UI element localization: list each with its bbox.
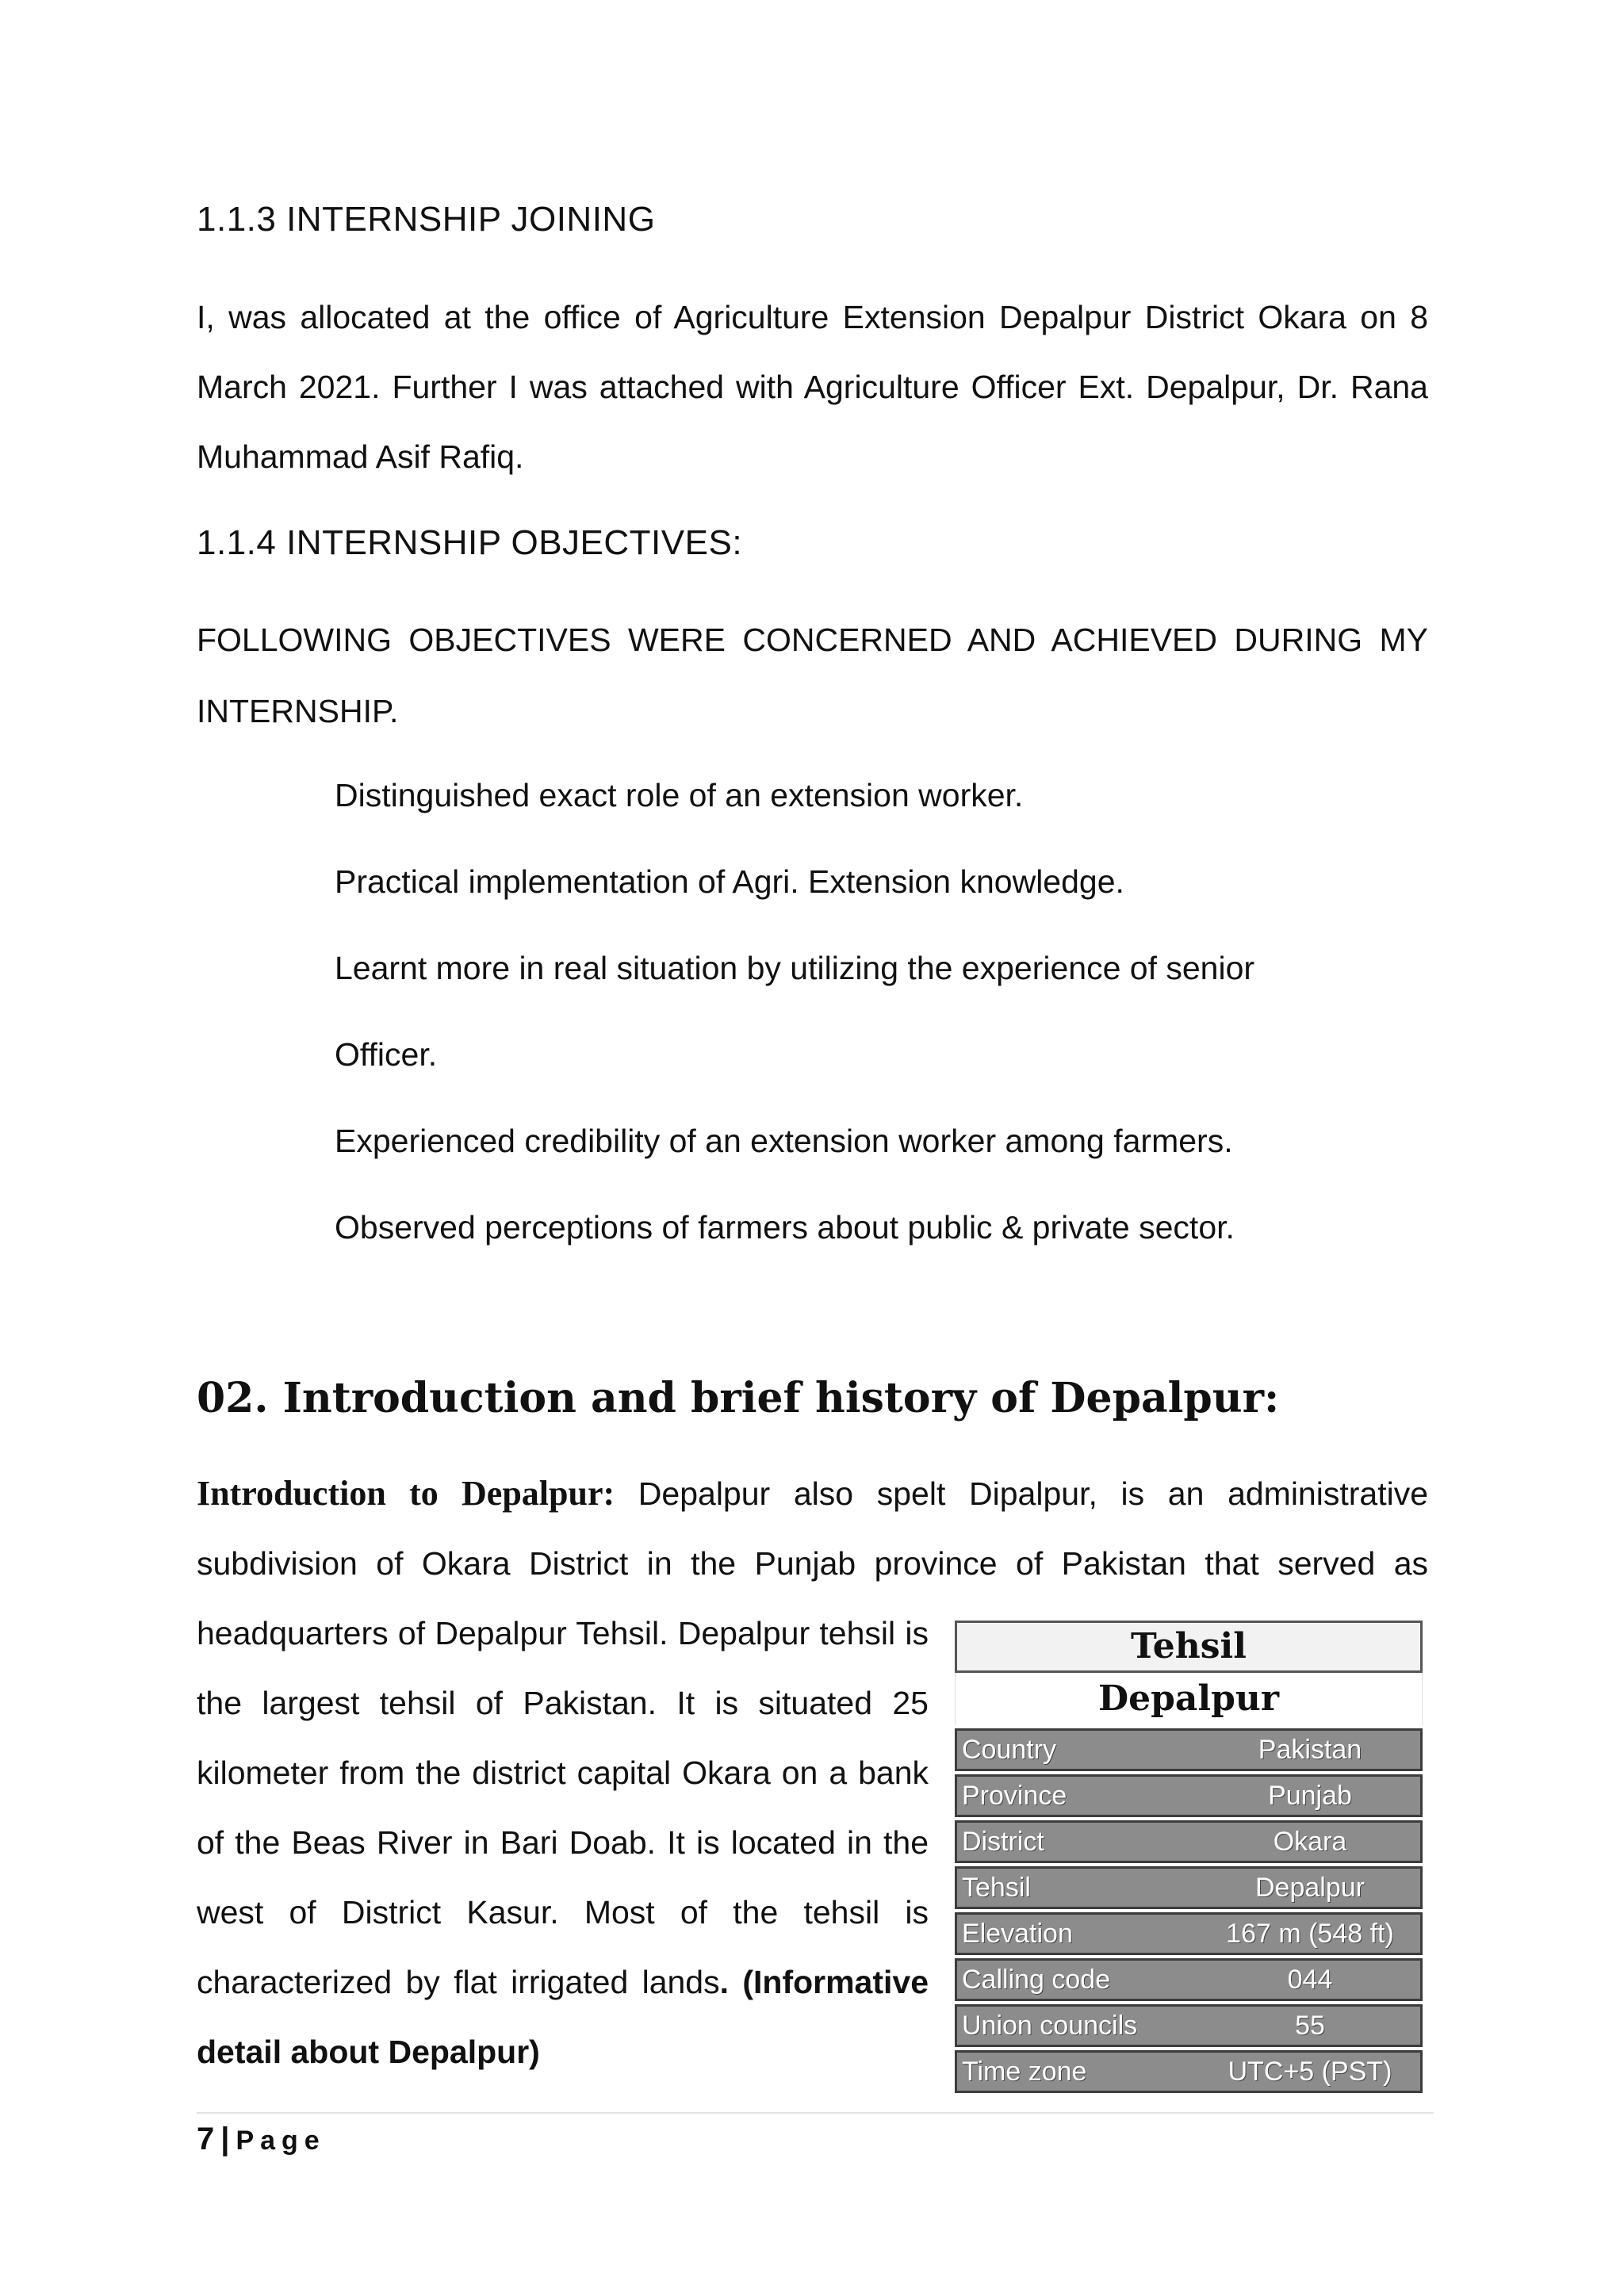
chapter-heading-depalpur: 02. Introduction and brief history of Depalpur: — [197, 1374, 1280, 1422]
list-item: Experienced credibility of an extension worker among farmers. — [335, 1123, 1233, 1159]
objectives-list — [335, 767, 1254, 1286]
depalpur-intro-column — [197, 1598, 929, 2087]
infobox-key: Province — [962, 1780, 1067, 1811]
infobox-row-elevation — [955, 1912, 1423, 1955]
infobox-value: UTC+5 (PST) — [1228, 2056, 1392, 2087]
list-item: Learnt more in real situation by utilizing the experience of senior — [335, 950, 1255, 986]
intro-text-end: . — [719, 1964, 730, 2000]
infobox-row-tehsil — [955, 1866, 1423, 1909]
page-number: 7 — [197, 2122, 215, 2156]
footer-divider — [197, 2112, 1434, 2114]
infobox-row-calling-code — [955, 1958, 1423, 2001]
infobox-row-time-zone — [955, 2050, 1423, 2093]
infobox-value: Okara — [1273, 1826, 1347, 1857]
internship-joining-paragraph: I, was allocated at the office of Agriculture Extension Depalpur District Okara on 8 March 2021. Further I was attached with Agriculture Officer Ext. Depalpur, Dr. Rana Muhammad Asif Rafiq. — [197, 299, 1428, 475]
intro-text-top: Depalpur also spelt Dipalpur, is an administrative subdivision of Okara District in the Punjab province of Pakistan that served as — [197, 1475, 1428, 1582]
infobox-key: Time zone — [962, 2056, 1087, 2087]
page-label: Page — [236, 2126, 326, 2156]
tehsil-infobox — [955, 1621, 1423, 2093]
section-heading-internship-objectives: 1.1.4 INTERNSHIP OBJECTIVES: — [197, 523, 743, 562]
list-item: Officer. — [335, 1036, 438, 1073]
infobox-row-province — [955, 1774, 1423, 1817]
infobox-row-union-councils — [955, 2004, 1423, 2047]
section-heading-internship-joining: 1.1.3 INTERNSHIP JOINING — [197, 200, 656, 239]
infobox-value: 044 — [1287, 1964, 1333, 1995]
infobox-key: Country — [962, 1734, 1057, 1765]
list-item: Distinguished exact role of an extension worker. — [335, 777, 1024, 813]
infobox-key: Elevation — [962, 1918, 1073, 1949]
infobox-value: 167 m (548 ft) — [1226, 1918, 1394, 1949]
infobox-value: Depalpur — [1255, 1872, 1365, 1903]
infobox-title: Tehsil — [955, 1621, 1423, 1673]
intro-text-column: headquarters of Depalpur Tehsil. Depalpur tehsil is the largest tehsil of Pakistan. It is situated 25 kilometer from the district capital Okara on a bank of the Beas River in Bari Doab. It is located in the west of District Kasur. Most of the tehsil is characterized by flat irrigated lands — [197, 1615, 929, 2000]
infobox-row-country — [955, 1728, 1423, 1771]
infobox-key: Union councils — [962, 2010, 1138, 2041]
infobox-value: Punjab — [1268, 1780, 1352, 1811]
list-item: Observed perceptions of farmers about public & private sector. — [335, 1209, 1235, 1246]
informative-note: (Informative detail about Depalpur) — [197, 1964, 929, 2070]
footer-separator: | — [220, 2122, 230, 2156]
infobox-key: Tehsil — [962, 1872, 1031, 1903]
infobox-value: Pakistan — [1258, 1734, 1362, 1765]
intro-lead-label: Introduction to Depalpur: — [197, 1474, 615, 1513]
page-footer — [197, 2122, 326, 2157]
list-item: Practical implementation of Agri. Extension knowledge. — [335, 863, 1124, 900]
infobox-name: Depalpur — [955, 1673, 1423, 1725]
infobox-row-district — [955, 1820, 1423, 1863]
objectives-intro: FOLLOWING OBJECTIVES WERE CONCERNED AND ACHIEVED DURING MY INTERNSHIP. — [197, 622, 1428, 729]
infobox-key: District — [962, 1826, 1044, 1857]
infobox-value: 55 — [1295, 2010, 1325, 2041]
depalpur-intro-paragraph — [197, 1459, 1428, 1598]
infobox-key: Calling code — [962, 1964, 1111, 1995]
